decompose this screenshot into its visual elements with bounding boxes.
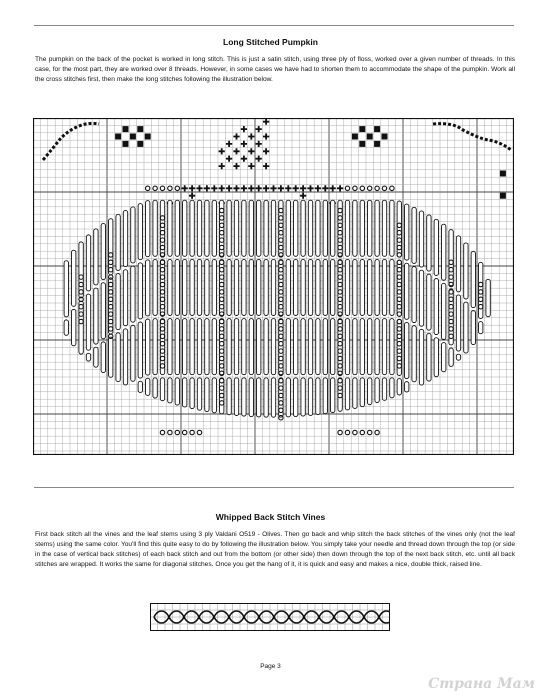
long-stitch — [382, 319, 386, 375]
long-stitch — [294, 200, 298, 256]
long-stitch — [353, 259, 357, 315]
long-stitch — [308, 200, 312, 256]
long-stitch — [101, 342, 105, 373]
long-stitch — [464, 302, 468, 353]
french-knot-mark — [175, 430, 179, 434]
long-stitch — [64, 320, 68, 335]
filled-stitch-mark — [359, 126, 365, 132]
long-stitch — [353, 319, 357, 375]
long-stitch — [72, 309, 76, 345]
cross-stitch-mark — [248, 133, 254, 139]
long-stitch — [153, 200, 157, 256]
long-stitch — [286, 378, 290, 417]
long-stitch — [427, 215, 431, 271]
long-stitch — [412, 207, 416, 263]
long-stitch — [190, 319, 194, 375]
long-stitch — [249, 319, 253, 375]
french-knot-mark — [160, 430, 164, 434]
long-stitch — [301, 319, 305, 375]
long-stitch — [86, 353, 90, 361]
long-stitch — [323, 259, 327, 315]
long-stitch — [205, 378, 209, 412]
long-stitch — [323, 378, 327, 414]
long-stitch — [109, 337, 113, 377]
long-stitch — [471, 251, 475, 307]
long-stitch — [175, 319, 179, 375]
cross-stitch-mark — [233, 133, 239, 139]
long-stitch — [390, 319, 394, 375]
long-stitch — [205, 200, 209, 256]
long-stitch — [227, 378, 231, 415]
section-title-vines: Whipped Back Stitch Vines — [215, 512, 326, 522]
long-stitch — [153, 259, 157, 315]
french-knot-mark — [353, 186, 357, 190]
cross-stitch-mark — [263, 119, 269, 125]
french-knot-mark — [375, 186, 379, 190]
long-stitch — [123, 270, 127, 326]
long-stitch — [375, 378, 379, 403]
cross-stitch-mark — [226, 185, 232, 191]
long-stitch — [301, 259, 305, 315]
long-stitch — [234, 319, 238, 375]
long-stitch — [323, 319, 327, 375]
french-knot-mark — [182, 430, 186, 434]
filled-stitch-mark — [367, 134, 373, 140]
cross-stitch-mark — [219, 148, 225, 154]
long-stitch — [212, 259, 216, 315]
french-knot-mark — [360, 186, 364, 190]
long-stitch — [345, 259, 349, 315]
long-stitch — [257, 319, 261, 375]
long-stitch — [345, 200, 349, 256]
long-stitch — [197, 319, 201, 375]
long-stitch — [375, 259, 379, 315]
french-knot-mark — [367, 430, 371, 434]
long-stitch — [316, 259, 320, 315]
long-stitch — [138, 263, 142, 319]
long-stitch — [294, 319, 298, 375]
filled-stitch-mark — [115, 134, 121, 140]
long-stitch — [64, 261, 68, 317]
long-stitch — [286, 319, 290, 375]
long-stitch — [116, 274, 120, 330]
long-stitch — [331, 259, 335, 315]
filled-stitch-mark — [374, 141, 380, 147]
long-stitch — [323, 200, 327, 256]
long-stitch — [197, 200, 201, 256]
long-stitch — [390, 378, 394, 398]
cross-stitch-mark — [263, 148, 269, 154]
long-stitch — [86, 294, 90, 350]
long-stitch — [375, 200, 379, 256]
french-knot-mark — [190, 430, 194, 434]
long-stitch — [360, 378, 364, 407]
long-stitch — [368, 319, 372, 375]
long-stitch — [153, 378, 157, 398]
long-stitch — [264, 378, 268, 417]
long-stitch — [227, 259, 231, 315]
french-knot-mark — [145, 186, 149, 190]
long-stitch — [146, 378, 150, 395]
long-stitch — [183, 378, 187, 407]
long-stitch — [190, 378, 194, 409]
french-knot-mark — [375, 430, 379, 434]
french-knot-mark — [197, 430, 201, 434]
cross-stitch-mark — [182, 185, 188, 191]
cross-stitch-mark — [256, 156, 262, 162]
long-stitch — [271, 319, 275, 375]
cross-stitch-mark — [322, 185, 328, 191]
filled-stitch-mark — [374, 126, 380, 132]
long-stitch — [86, 235, 90, 291]
long-stitch — [168, 319, 172, 375]
long-stitch — [286, 259, 290, 315]
long-stitch — [301, 378, 305, 416]
long-stitch — [456, 236, 460, 292]
long-stitch — [212, 200, 216, 256]
long-stitch — [123, 210, 127, 266]
cross-stitch-mark — [256, 185, 262, 191]
long-stitch — [405, 322, 409, 378]
long-stitch — [360, 319, 364, 375]
cross-stitch-mark — [233, 185, 239, 191]
long-stitch — [227, 200, 231, 256]
long-stitch — [442, 283, 446, 339]
long-stitch — [345, 319, 349, 375]
cross-stitch-mark — [248, 163, 254, 169]
cross-stitch-mark — [189, 193, 195, 199]
filled-stitch-mark — [123, 141, 129, 147]
long-stitch — [316, 200, 320, 256]
pumpkin-instructions: The pumpkin on the back of the pocket is worked in long stitch. This is just a satin stitch, using three ply of floss, worked over a given number of threads. In this case, for the most part, they are worked over 8 threads. However, in some cases we have had to shorten them to accommodate the shape of the pumpkin. Work all the cross stitches first, then make the long stitches following the illustration below. — [35, 56, 515, 83]
long-stitch — [449, 348, 453, 366]
vine-left — [43, 123, 99, 160]
filled-stitch-mark — [145, 134, 151, 140]
long-stitch — [175, 378, 179, 405]
long-stitch — [168, 200, 172, 256]
section-title-pumpkin: Long Stitched Pumpkin — [223, 37, 318, 47]
long-stitch — [72, 250, 76, 306]
long-stitch — [146, 319, 150, 375]
whip-thread — [154, 611, 390, 617]
cross-stitch-mark — [248, 185, 254, 191]
long-stitch — [412, 326, 416, 382]
top-rule — [34, 25, 514, 26]
long-stitch — [286, 200, 290, 256]
cross-stitch-mark — [300, 185, 306, 191]
long-stitch — [397, 379, 401, 395]
long-stitch — [168, 378, 172, 403]
long-stitch — [449, 230, 453, 286]
long-stitch — [264, 319, 268, 375]
long-stitch — [101, 283, 105, 339]
watermark-logo: Страна Мам — [428, 676, 535, 692]
long-stitch — [249, 378, 253, 417]
long-stitch — [390, 259, 394, 315]
long-stitch — [257, 378, 261, 417]
french-knot-mark — [160, 186, 164, 190]
cross-stitch-mark — [196, 185, 202, 191]
long-stitch — [271, 259, 275, 315]
french-knot-mark — [338, 430, 342, 434]
long-stitch — [249, 259, 253, 315]
cross-stitch-mark — [278, 185, 284, 191]
long-stitch — [109, 219, 113, 275]
cross-stitch-mark — [226, 156, 232, 162]
long-stitch — [427, 274, 431, 330]
long-stitch — [94, 347, 98, 367]
long-stitch — [353, 378, 357, 409]
cross-stitch-mark — [241, 126, 247, 132]
long-stitch — [197, 259, 201, 315]
french-knot-mark — [353, 430, 357, 434]
long-stitch — [486, 279, 490, 316]
french-knot-mark — [175, 186, 179, 190]
long-stitch — [175, 259, 179, 315]
long-stitch — [331, 378, 335, 413]
pumpkin-chart — [33, 118, 514, 455]
long-stitch — [242, 378, 246, 416]
long-stitch — [271, 378, 275, 417]
cross-stitch-mark — [300, 193, 306, 199]
long-stitch — [257, 200, 261, 256]
cross-stitch-mark — [219, 163, 225, 169]
long-stitch — [301, 200, 305, 256]
long-stitch — [212, 319, 216, 375]
long-stitch — [405, 382, 409, 392]
long-stitch — [456, 354, 460, 360]
filled-stitch-mark — [382, 134, 388, 140]
long-stitch — [419, 211, 423, 267]
long-stitch — [442, 224, 446, 280]
filled-stitch-mark — [359, 141, 365, 147]
long-stitch — [375, 319, 379, 375]
long-stitch — [382, 378, 386, 401]
long-stitch — [160, 200, 164, 256]
filled-stitch-mark — [352, 134, 358, 140]
french-knot-mark — [382, 186, 386, 190]
long-stitch — [168, 259, 172, 315]
long-stitch — [405, 204, 409, 260]
french-knot-mark — [345, 430, 349, 434]
filled-stitch-mark — [500, 193, 506, 199]
long-stitch — [464, 243, 468, 299]
long-stitch — [183, 319, 187, 375]
cross-stitch-mark — [189, 185, 195, 191]
filled-stitch-mark — [137, 126, 143, 132]
cross-stitch-mark — [248, 148, 254, 154]
long-stitch — [345, 378, 349, 410]
long-stitch — [197, 378, 201, 410]
long-stitch — [138, 381, 142, 392]
long-stitch — [234, 378, 238, 416]
long-stitch — [242, 319, 246, 375]
cross-stitch-mark — [233, 163, 239, 169]
french-knot-mark — [360, 430, 364, 434]
vines-instructions: First back stitch all the vines and the leaf stems using 3 ply Valdani O519 - Olives. Then go back and whip stitch the back stitches of the vines only (not the leaf stems) using the same color. You'll find this quite easy to do by following the illustration below. You simply take your needle and thread down through the top (or side in the case of vertical back stitches) of each back stitch and out from the bottom (or other side) then down through the top of the next back stitch, etc. until all back stitches are wrapped. It works the same for diagonal stitches. Once you get the hang of it, it is quick and easy and makes a nice, double thick, raised line. — [35, 531, 515, 568]
long-stitch — [205, 319, 209, 375]
cross-stitch-mark — [263, 163, 269, 169]
long-stitch — [419, 329, 423, 385]
long-stitch — [138, 322, 142, 378]
french-knot-mark — [168, 430, 172, 434]
long-stitch — [249, 200, 253, 256]
long-stitch — [271, 200, 275, 256]
cross-stitch-mark — [226, 141, 232, 147]
cross-stitch-mark — [211, 185, 217, 191]
long-stitch — [316, 378, 320, 415]
long-stitch — [360, 200, 364, 256]
long-stitch — [427, 333, 431, 381]
long-stitch — [160, 378, 164, 401]
long-stitch — [294, 378, 298, 417]
whipped-stitch-diagram — [150, 603, 390, 631]
cross-stitch-mark — [241, 141, 247, 147]
page-number: Page 3 — [260, 663, 281, 670]
long-stitch — [190, 259, 194, 315]
long-stitch — [331, 200, 335, 256]
middle-rule — [34, 487, 514, 488]
long-stitch — [242, 200, 246, 256]
long-stitch — [316, 319, 320, 375]
long-stitch — [116, 214, 120, 270]
long-stitch — [242, 259, 246, 315]
long-stitch — [175, 200, 179, 256]
long-stitch — [308, 319, 312, 375]
long-stitch — [479, 322, 483, 334]
french-knot-mark — [390, 186, 394, 190]
long-stitch — [131, 207, 135, 263]
french-knot-mark — [168, 186, 172, 190]
cross-stitch-mark — [330, 185, 336, 191]
long-stitch — [138, 204, 142, 260]
long-stitch — [471, 311, 475, 345]
long-stitch — [227, 319, 231, 375]
long-stitch — [331, 319, 335, 375]
cross-stitch-mark — [263, 185, 269, 191]
long-stitch — [368, 259, 372, 315]
long-stitch — [146, 260, 150, 316]
long-stitch — [146, 201, 150, 257]
filled-stitch-mark — [130, 134, 136, 140]
long-stitch — [205, 259, 209, 315]
long-stitch — [353, 200, 357, 256]
long-stitch — [264, 259, 268, 315]
long-stitch — [308, 259, 312, 315]
cross-stitch-mark — [293, 185, 299, 191]
long-stitch — [116, 333, 120, 382]
long-stitch — [405, 263, 409, 319]
long-stitch — [190, 200, 194, 256]
long-stitch — [368, 200, 372, 256]
french-knot-mark — [345, 186, 349, 190]
cross-stitch-mark — [307, 185, 313, 191]
cross-stitch-mark — [256, 126, 262, 132]
long-stitch — [183, 259, 187, 315]
cross-stitch-mark — [233, 148, 239, 154]
long-stitch — [123, 329, 127, 385]
long-stitch — [94, 229, 98, 285]
filled-stitch-mark — [123, 126, 129, 132]
long-stitch — [360, 259, 364, 315]
cross-stitch-mark — [241, 156, 247, 162]
long-stitch — [153, 319, 157, 375]
long-stitch — [390, 200, 394, 256]
french-knot-mark — [153, 186, 157, 190]
back-stitch-thread — [154, 617, 390, 623]
french-knot-mark — [367, 186, 371, 190]
long-stitch — [234, 259, 238, 315]
cross-stitch-mark — [204, 185, 210, 191]
cross-stitch-mark — [241, 185, 247, 191]
long-stitch — [412, 267, 416, 323]
long-stitch — [94, 288, 98, 344]
long-stitch — [257, 259, 261, 315]
cross-stitch-mark — [285, 185, 291, 191]
long-stitch — [131, 266, 135, 322]
cross-stitch-mark — [263, 133, 269, 139]
long-stitch — [368, 378, 372, 405]
long-stitch — [419, 270, 423, 326]
cross-stitch-mark — [219, 185, 225, 191]
long-stitch — [434, 219, 438, 275]
long-stitch — [382, 259, 386, 315]
long-stitch — [234, 200, 238, 256]
long-stitch — [308, 378, 312, 416]
long-stitch — [434, 279, 438, 335]
cross-stitch-mark — [337, 185, 343, 191]
cross-stitch-mark — [270, 185, 276, 191]
cross-stitch-mark — [315, 185, 321, 191]
long-stitch — [294, 259, 298, 315]
long-stitch — [101, 223, 105, 279]
cross-stitch-mark — [256, 141, 262, 147]
long-stitch — [131, 325, 135, 381]
filled-stitch-mark — [500, 171, 506, 177]
long-stitch — [264, 200, 268, 256]
long-stitch — [183, 200, 187, 256]
long-stitch — [456, 295, 460, 351]
long-stitch — [212, 378, 216, 413]
filled-stitch-mark — [137, 141, 143, 147]
long-stitch — [382, 200, 386, 256]
long-stitch — [442, 343, 446, 372]
long-stitch — [434, 338, 438, 377]
